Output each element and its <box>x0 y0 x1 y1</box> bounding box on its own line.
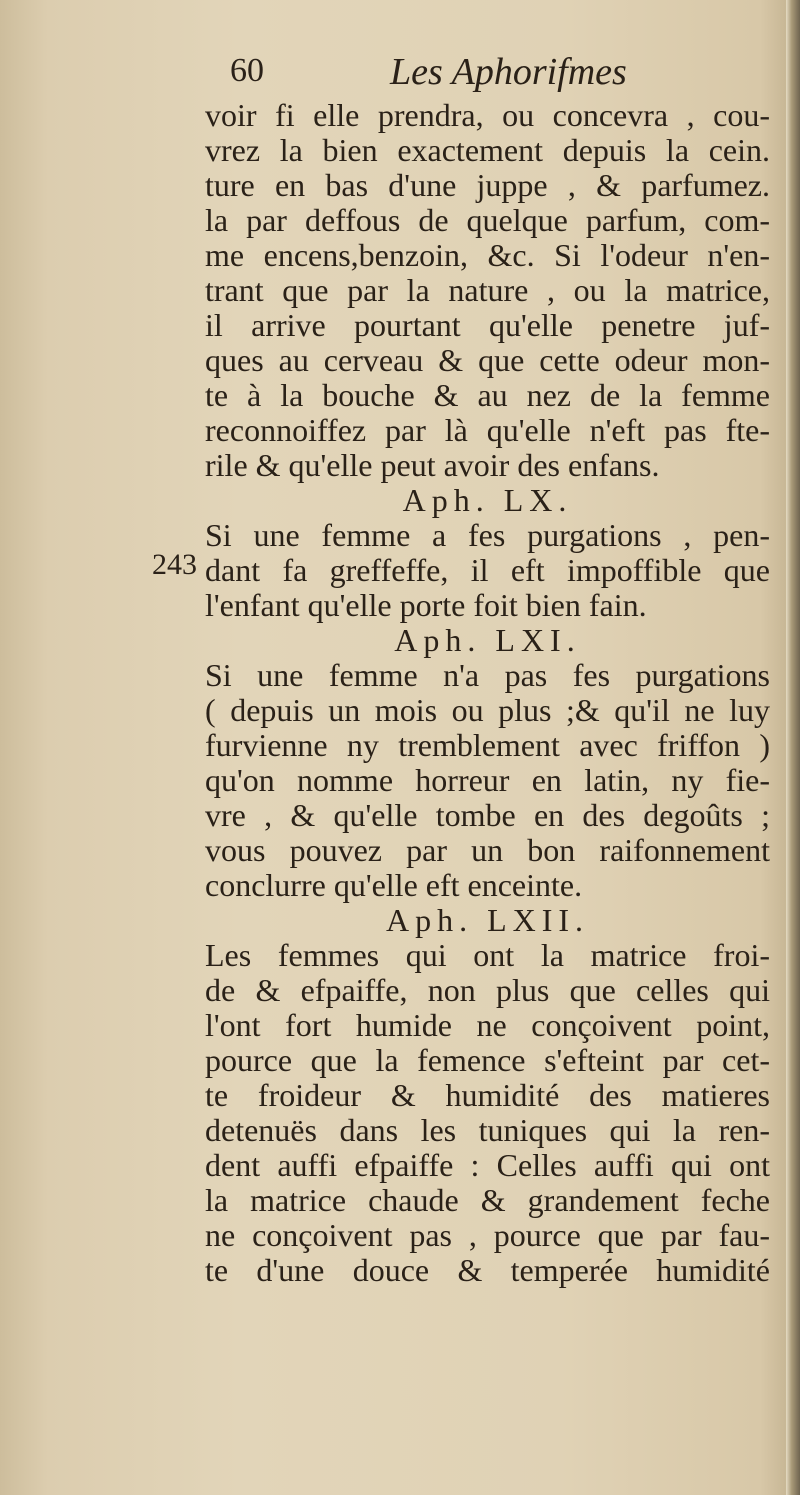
running-title: Les Aphorifmes <box>390 51 627 93</box>
text-line: trant que par la nature , ou la matrice, <box>205 272 770 308</box>
text-line: Si une femme n'a pas fes purgations <box>205 657 770 693</box>
text-line: te froideur & humidité des matieres <box>205 1077 770 1113</box>
text-line: ne conçoivent pas , pource que par fau- <box>205 1217 770 1253</box>
text-line: rile & qu'elle peut avoir des enfans. <box>205 447 660 483</box>
text-line: Les femmes qui ont la matrice froi- <box>205 937 770 973</box>
aphorism-heading: Aph. LXII. <box>385 902 590 938</box>
text-line: de & efpaiffe, non plus que celles qui <box>205 972 770 1008</box>
page-edge <box>786 0 800 1495</box>
text-line: il arrive pourtant qu'elle penetre juf- <box>205 307 770 343</box>
text-line: vre , & qu'elle tombe en des degoûts ; <box>205 797 770 833</box>
text-line: l'ont fort humide ne conçoivent point, <box>205 1007 770 1043</box>
aphorism-heading: Aph. LXI. <box>394 622 581 658</box>
text-line: me encens,benzoin, &c. Si l'odeur n'en- <box>205 237 770 273</box>
text-line: ture en bas d'une juppe , & parfumez. <box>205 167 770 203</box>
text-line: detenuës dans les tuniques qui la ren- <box>205 1112 770 1148</box>
text-line: dant fa greffeffe, il eft impoffible que <box>205 552 770 588</box>
text-line: vous pouvez par un bon raifonnement <box>205 832 770 868</box>
text-body <box>205 98 770 1288</box>
text-line: pource que la femence s'efteint par cet- <box>205 1042 770 1078</box>
text-line: ques au cerveau & que cette odeur mon- <box>205 342 770 378</box>
text-line: reconnoiffez par là qu'elle n'eft pas fte- <box>205 412 770 448</box>
margin-note: 243 <box>152 548 197 581</box>
text-line: conclurre qu'elle eft enceinte. <box>205 867 583 903</box>
text-line: te d'une douce & temperée humidité <box>205 1252 770 1288</box>
text-line: vrez la bien exactement depuis la cein. <box>205 132 770 168</box>
text-line: qu'on nomme horreur en latin, ny fie- <box>205 762 770 798</box>
page-header <box>210 48 770 96</box>
text-line: furvienne ny tremblement avec friffon ) <box>205 727 770 763</box>
aphorism-heading: Aph. LX. <box>402 482 573 518</box>
text-line: dent auffi efpaiffe : Celles auffi qui ont <box>205 1147 770 1183</box>
text-line: Si une femme a fes purgations , pen- <box>205 517 770 553</box>
text-line: ( depuis un mois ou plus ;& qu'il ne luy <box>205 692 770 728</box>
text-line: voir fi elle prendra, ou concevra , cou- <box>205 97 770 133</box>
text-line: te à la bouche & au nez de la femme <box>205 377 770 413</box>
text-line: la matrice chaude & grandement feche <box>205 1182 770 1218</box>
page-number: 60 <box>230 52 264 89</box>
text-line: la par deffous de quelque parfum, com- <box>205 202 770 238</box>
text-line: l'enfant qu'elle porte foit bien fain. <box>205 587 647 623</box>
